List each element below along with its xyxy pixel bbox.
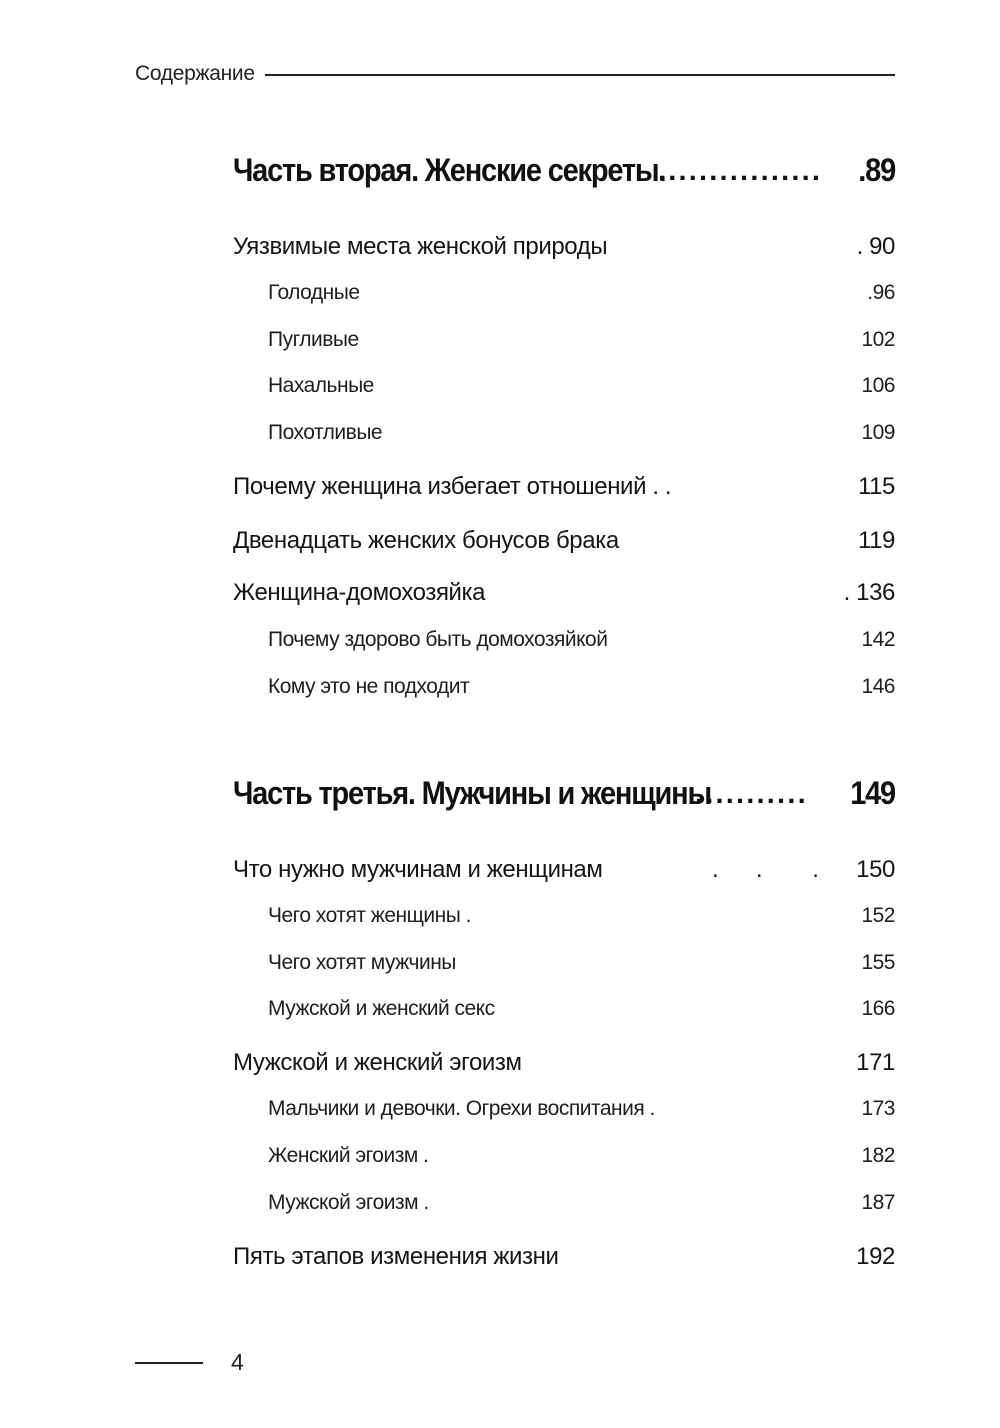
toc-subsection-title: Нахальные xyxy=(268,374,374,397)
toc-subsection-title: Кому это не подходит xyxy=(268,675,470,698)
page-number: 4 xyxy=(231,1349,244,1375)
footer-rule xyxy=(135,1362,203,1364)
page-footer xyxy=(135,1348,255,1378)
toc-part-heading[interactable] xyxy=(233,778,895,818)
toc-page-number: . 90 xyxy=(856,233,895,260)
toc-page-number: . 136 xyxy=(843,579,895,606)
toc-page-number: 192 xyxy=(856,1243,895,1270)
toc-page-number: 182 xyxy=(861,1144,895,1167)
toc-page-number: 155 xyxy=(861,951,895,974)
running-header-label: Содержание xyxy=(135,62,255,85)
page-header xyxy=(135,60,895,90)
toc-chapter-title: Женщина-домохозяйка xyxy=(233,579,486,606)
toc-page-number: 152 xyxy=(861,904,895,927)
toc-page-number: 166 xyxy=(861,997,895,1020)
toc-chapter-title: Мужской и женский эгоизм xyxy=(233,1049,522,1076)
toc-subsection-title: Мужской эгоизм . xyxy=(268,1191,429,1214)
toc-subsection-title: Женский эгоизм . xyxy=(268,1144,429,1167)
toc-subsection-title: Чего хотят женщины . xyxy=(268,904,472,927)
toc-page-number: 119 xyxy=(857,527,895,554)
toc-page-number: 142 xyxy=(861,628,895,651)
toc-page-number: .89 xyxy=(858,153,895,189)
toc-part-heading[interactable] xyxy=(233,155,895,195)
toc-page-number: 171 xyxy=(856,1049,895,1076)
toc-page-number: 146 xyxy=(861,675,895,698)
toc-page-number: 102 xyxy=(861,328,895,351)
toc-subsection-title: Голодные xyxy=(268,281,360,304)
toc-chapter-title: Двенадцать женских бонусов брака xyxy=(233,527,619,554)
toc-part-title: Часть вторая. Женские секреты. xyxy=(233,153,666,189)
toc-chapter-title: Пять этапов изменения жизни xyxy=(233,1243,559,1270)
toc-subsection-title: Чего хотят мужчины xyxy=(268,951,456,974)
toc-subsection-title: Мальчики и девочки. Огрехи воспитания . xyxy=(268,1097,655,1120)
header-rule xyxy=(265,74,895,76)
toc-subsection-title: Пугливые xyxy=(268,328,359,351)
toc-subsection-title: Мужской и женский секс xyxy=(268,997,495,1020)
toc-page-number: 149 xyxy=(850,776,895,812)
toc-page-number: 109 xyxy=(861,421,895,444)
toc-chapter-title: Уязвимые места женской природы xyxy=(233,233,608,260)
toc-subsection-title: Почему здорово быть домохозяйкой xyxy=(268,628,608,651)
toc-chapter-title: Почему женщина избегает отношений . . xyxy=(233,473,672,500)
toc-leader-dots: ................ xyxy=(658,155,823,187)
toc-page-number: 106 xyxy=(861,374,895,397)
toc-page-number: .96 xyxy=(867,281,895,304)
toc-leader-dots: ........... xyxy=(695,778,808,810)
toc-subsection-title: Похотливые xyxy=(268,421,383,444)
toc-page-number: . . . 150 xyxy=(711,856,895,883)
toc-chapter-title: Что нужно мужчинам и женщинам xyxy=(233,856,603,883)
toc-part-title: Часть третья. Мужчины и женщины xyxy=(233,776,712,812)
toc-page-number: 173 xyxy=(861,1097,895,1120)
toc-page-number: 187 xyxy=(861,1191,895,1214)
toc-page-number: 115 xyxy=(857,473,895,500)
